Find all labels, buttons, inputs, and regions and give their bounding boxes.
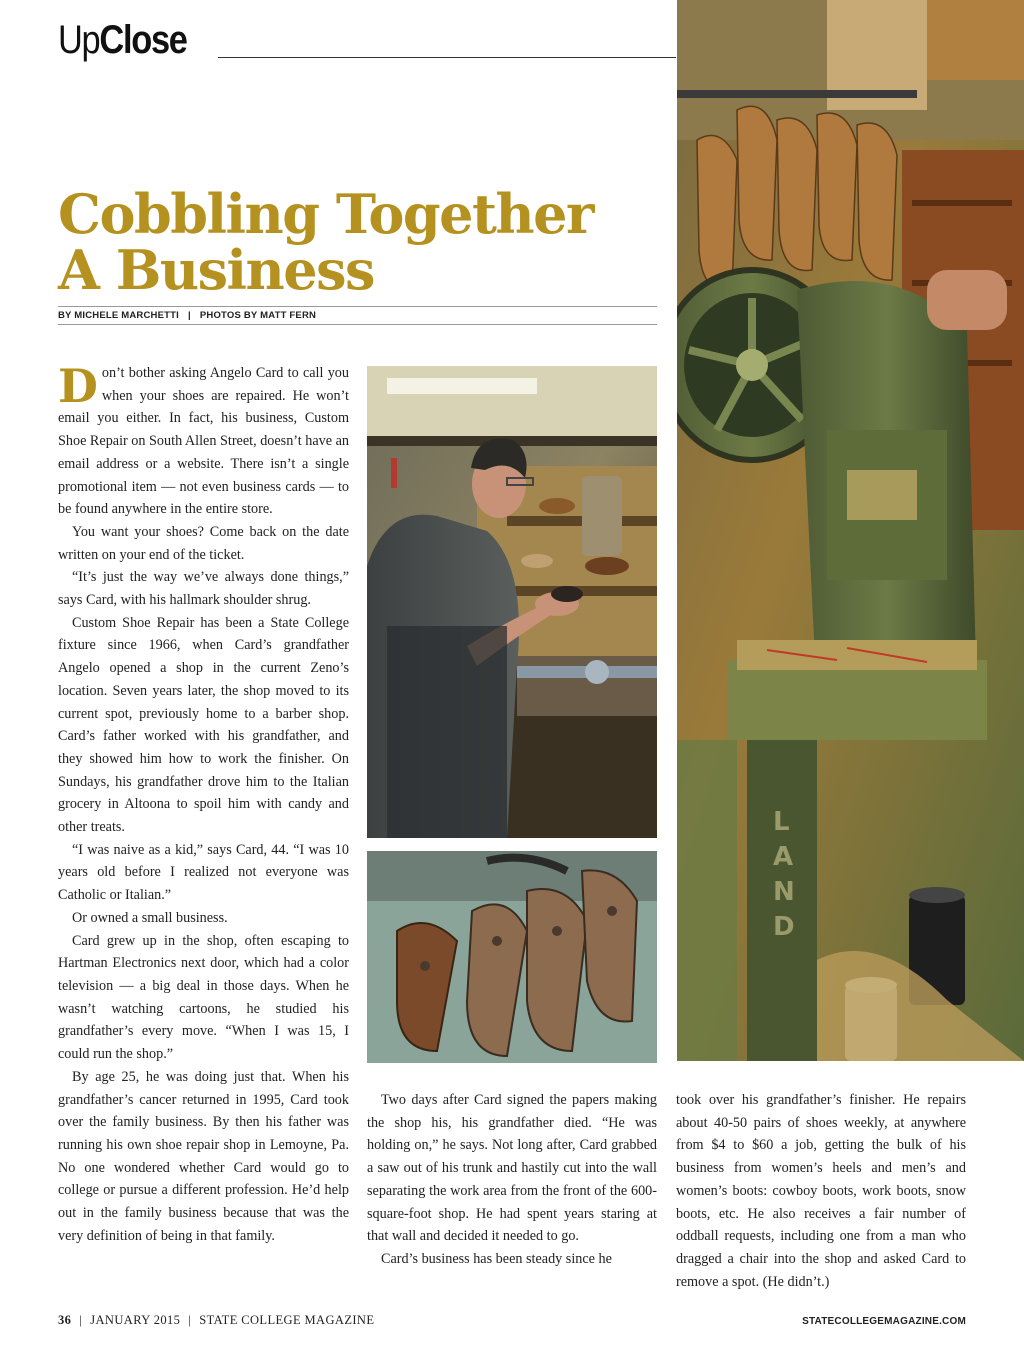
machine-letter-1: L [773, 807, 790, 837]
photo-shoe-lasts [367, 851, 657, 1063]
article-paragraph: “I was naive as a kid,” says Card, 44. “I was 10 years old before I realized not everyone was Catholic or Italian.” [58, 841, 349, 904]
article-paragraph: Don’t bother asking Angelo Card to call you when your shoes are repaired. He won’t email you either. In fact, his business, Custom Shoe Repair on South Allen Street, doesn’t have an email address or a website. There isn’t a single promotional item — not even business cards — to be found anywhere in the entire store. [58, 359, 349, 518]
byline-rule-bottom [58, 324, 657, 325]
header-rule [218, 57, 676, 58]
byline-photos: PHOTOS BY MATT FERN [199, 310, 317, 321]
byline-author: BY MICHELE MARCHETTI [58, 310, 179, 321]
issue-date: JANUARY 2015 [90, 1313, 181, 1327]
byline: BY MICHELE MARCHETTI | PHOTOS BY MATT FERN [58, 310, 317, 321]
magazine-name: STATE COLLEGE MAGAZINE [199, 1313, 375, 1327]
headline-line-1: Cobbling Together [58, 182, 593, 246]
article-paragraph: You want your shoes? Come back on the date written on your end of the ticket. [58, 523, 349, 563]
article-column-2 [367, 1089, 657, 1271]
article-paragraph: Card grew up in the shop, often escaping to Hartman Electronics next door, which had a color television — a big deal in those days. When he wasn’t watching cartoons, he studied his grandfather’s every move. “When I was 15, I could run the shop.” [58, 932, 349, 1063]
machine-letter-2: A [773, 842, 794, 872]
article-paragraph: took over his grandfather’s finisher. He repairs about 40-50 pairs of shoes weekly, at anywhere from $4 to $60 a job, getting the bulk of his business from women’s heels and men’s and women’s boots: cowboy boots, work boots, snow boots, etc. He also receives a fair number of oddball requests, including one from a man who dragged a chair into the shop and asked Card to remove a spot. (He didn’t.) [676, 1092, 966, 1290]
machine-letter-4: D [773, 912, 795, 942]
article-paragraph: Custom Shoe Repair has been a State College fixture since 1966, when Card’s grandfather Angelo opened a shop in the current Zeno’s location. Seven years later, the shop moved to its current spot, previously home to a barber shop. Card’s father worked with his grandfather, and they showed him how to work the finisher. On Sundays, his grandfather drove him to the Italian grocery in Altoona to spoil him with candy and other treats. [58, 614, 349, 836]
article-paragraph: Two days after Card signed the papers making the shop his, his grandfather died. “He was holding on,” he says. Not long after, Card grabbed a saw out of his trunk and hastily cut into the wall separating the work area from the front of the 600-square-foot shop. He had spent years staring at that wall and decided it needed to go. [367, 1092, 657, 1245]
article-column-3 [676, 1089, 966, 1293]
photo-cobbler-at-work [367, 366, 657, 838]
article-paragraph: By age 25, he was doing just that. When his grandfather’s cancer returned in 1995, Card took over the family business. By then his father was running his own shoe repair shop in Lemoyne, Pa. No one wondered whether Card would go to college or pursue a different profession. He’d help out in the family business because that was the very definition of being in that family. [58, 1068, 349, 1244]
section-title: UpClose [58, 18, 187, 62]
article-paragraph: “It’s just the way we’ve always done things,” says Card, with his hallmark shoulder shrug. [58, 569, 349, 609]
machine-letter-3: N [773, 877, 795, 907]
photo-shoe-machinery [677, 0, 1024, 1061]
website-link[interactable]: STATECOLLEGEMAGAZINE.COM [802, 1316, 966, 1327]
page-number: 36 [58, 1313, 72, 1327]
article-paragraph: Card’s business has been steady since he [381, 1250, 612, 1267]
drop-cap: D [58, 359, 98, 413]
article-headline [58, 182, 658, 302]
section-header [58, 18, 208, 68]
headline-line-2: A Business [58, 238, 374, 302]
article-paragraph: Or owned a small business. [72, 909, 228, 926]
footer-folio: 36 | JANUARY 2015 | STATE COLLEGE MAGAZINE [58, 1313, 375, 1327]
byline-rule-top [58, 306, 657, 307]
article-column-1 [58, 359, 349, 1247]
